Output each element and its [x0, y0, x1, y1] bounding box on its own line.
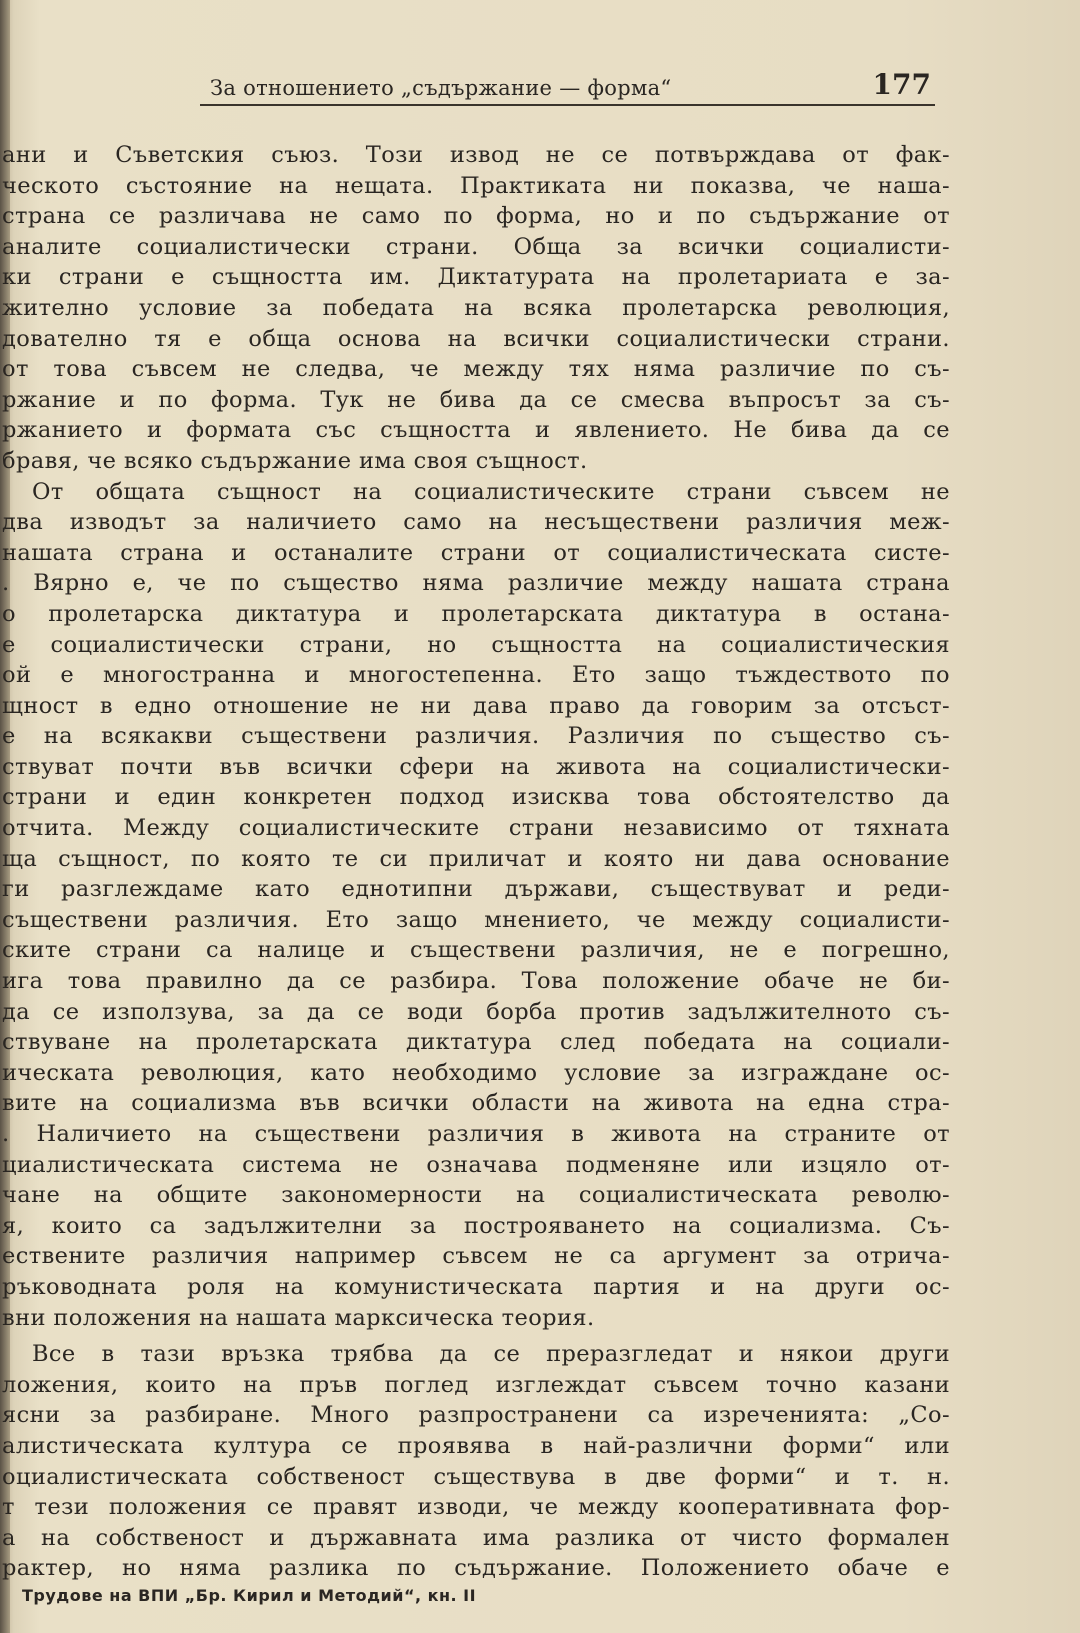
- text-line: вите на социализма във всички области на живота на една стра-: [2, 1090, 950, 1117]
- text-line: ръководната роля на комунистическата партия и на други ос-: [2, 1273, 950, 1300]
- text-line: ой е многостранна и многостепенна. Ето защо тъждеството по: [2, 662, 950, 689]
- text-line: рактер, но няма разлика по съдържание. Положението обаче е: [2, 1555, 950, 1582]
- text-line: от това съвсем не следва, че между тях няма различие по съ-: [2, 356, 950, 383]
- text-line: е на всякакви съществени различия. Различия по същество съ-: [2, 723, 950, 750]
- body-text: [0, 140, 950, 1584]
- text-line: ическата революция, като необходимо условие за изграждане ос-: [2, 1059, 950, 1086]
- text-line: . Наличието на съществени различия в живота на страните от: [2, 1121, 950, 1147]
- text-line: нашата страна и останалите страни от социалистическата систе-: [2, 539, 950, 566]
- text-line: ки страни е същността им. Диктатурата на пролетариата е за-: [2, 264, 950, 291]
- text-line: ржанието и формата със същността и явлението. Не бива да се: [2, 417, 950, 444]
- text-line: ига това правилно да се разбира. Това положение обаче не би-: [2, 968, 950, 995]
- text-line: циалистическата система не означава подменяне или изцяло от-: [2, 1151, 950, 1178]
- text-line: я, които са задължителни за построяването на социализма. Съ-: [2, 1212, 950, 1239]
- text-line: ясни за разбиране. Много разпространени са изреченията: „Со-: [2, 1402, 950, 1429]
- text-line: отчита. Между социалистическите страни независимо от тяхната: [2, 815, 950, 842]
- paragraph-start-line: От общата същност на социалистическите страни съвсем не: [32, 478, 950, 505]
- text-line: щност в едно отношение не ни дава право да говорим за отсъст-: [2, 692, 950, 719]
- text-line: чане на общите закономерности на социалистическата револю-: [2, 1182, 950, 1209]
- text-line: т тези положения се правят изводи, че между кооперативната фор-: [2, 1494, 950, 1521]
- text-line: ствуват почти във всички сфери на живота на социалистически-: [2, 753, 950, 780]
- text-line: вни положения на нашата марксическа теория.: [2, 1304, 595, 1331]
- text-line: жително условие за победата на всяка пролетарска революция,: [2, 294, 950, 321]
- text-line: ските страни са налице и съществени различия, не е погрешно,: [2, 937, 950, 964]
- page-number: 177: [872, 68, 931, 101]
- text-line: алистическата култура се проявява в най-различни форми“ или: [2, 1432, 950, 1459]
- text-line: ги разглеждаме като еднотипни държави, съществуват и реди-: [2, 876, 950, 903]
- text-line: а на собственост и държавната има разлика от чисто формален: [2, 1524, 950, 1551]
- text-line: бравя, че всяко съдържание има своя същност.: [2, 447, 588, 474]
- text-line: ща същност, по която те си приличат и която ни дава основание: [2, 845, 950, 872]
- text-line: оциалистическата собственост съществува в две форми“ и т. н.: [2, 1463, 950, 1490]
- text-line: съществени различия. Ето защо мнението, че между социалисти-: [2, 906, 950, 933]
- text-line: дователно тя е обща основа на всички социалистически страни.: [2, 325, 950, 352]
- text-line: страни и един конкретен подход изисква това обстоятелство да: [2, 784, 950, 811]
- text-line: ржание и по форма. Тук не бива да се смесва въпросът за съ-: [2, 386, 950, 413]
- text-line: два изводът за наличието само на несъществени различия меж-: [2, 509, 950, 536]
- text-line: страна се различава не само по форма, но и по съдържание от: [2, 203, 950, 230]
- text-line: ани и Съветския съюз. Този извод не се потвърждава от фак-: [2, 142, 950, 168]
- text-line: . Вярно е, че по същество няма различие между нашата страна: [2, 570, 950, 597]
- text-line: ческото състояние на нещата. Практиката ни показва, че наша-: [2, 172, 950, 199]
- text-line: да се използува, за да се води борба против задължителното съ-: [2, 998, 950, 1025]
- text-line: аналите социалистически страни. Обща за всички социалисти-: [2, 233, 950, 260]
- text-line: ствуване на пролетарската диктатура след победата на социали-: [2, 1029, 950, 1056]
- text-line: о пролетарска диктатура и пролетарската диктатура в остана-: [2, 600, 950, 627]
- running-title: За отношението „съдържание — форма“: [210, 76, 672, 100]
- paragraph-start-line: Все в тази връзка трябва да се преразгледат и някои други: [32, 1341, 950, 1368]
- text-line: ествените различия например съвсем не са аргумент за отрича-: [2, 1243, 950, 1270]
- text-line: ложения, които на пръв поглед изглеждат съвсем точно казани: [2, 1371, 950, 1398]
- page-header: [200, 64, 935, 106]
- page-footer: Трудове на ВПИ „Бр. Кирил и Методий“, кн. II: [22, 1586, 477, 1605]
- text-line: е социалистически страни, но същността на социалистическия: [2, 631, 950, 658]
